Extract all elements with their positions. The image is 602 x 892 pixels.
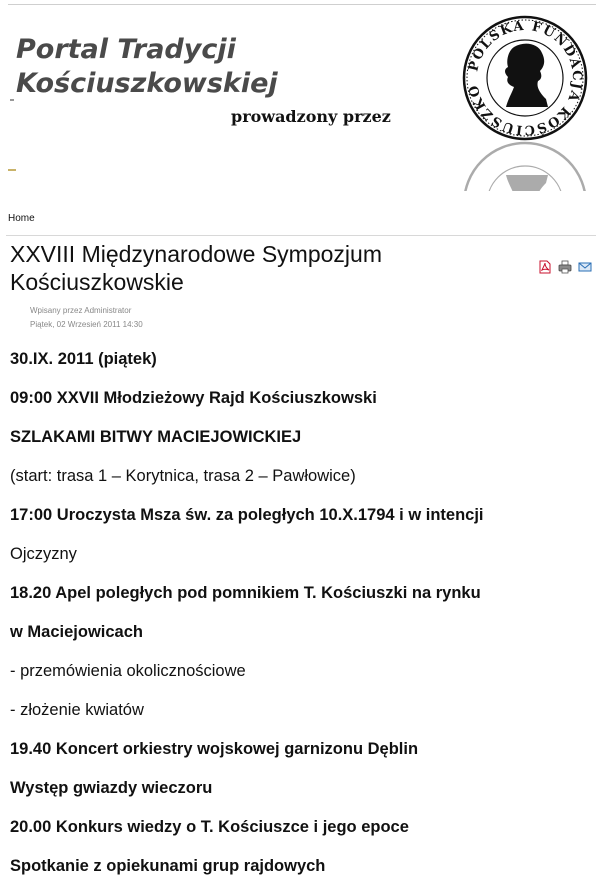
article-paragraph: 20.00 Konkurs wiedzy o T. Kościuszce i jego epoce [10, 818, 409, 836]
decor-mark [10, 99, 14, 101]
article-paragraph: 18.20 Apel poległych pod pomnikiem T. Kościuszki na rynku [10, 584, 481, 602]
site-title[interactable] [16, 33, 278, 101]
article-paragraph: 17:00 Uroczysta Msza św. za poległych 10.X.1794 i w intencji [10, 506, 484, 524]
article-tools [538, 260, 592, 274]
seal-reflection [462, 141, 588, 191]
article-paragraph: (start: trasa 1 – Korytnica, trasa 2 – Pawłowice) [10, 467, 356, 485]
article-paragraph: Spotkanie z opiekunami grup rajdowych [10, 857, 326, 875]
article-author: Wpisany przez Administrator [30, 306, 132, 315]
breadcrumb-home[interactable]: Home [8, 213, 35, 224]
article-body [10, 346, 590, 892]
article-paragraph: Występ gwiazdy wieczoru [10, 779, 213, 797]
seal-reflection-icon [462, 141, 588, 191]
site-title-line1: Portal Tradycji [16, 34, 236, 65]
pdf-icon[interactable] [538, 260, 552, 274]
breadcrumb-divider [6, 235, 596, 236]
article-paragraph: 30.IX. 2011 (piątek) [10, 350, 157, 368]
site-header [0, 5, 602, 205]
article-paragraph: Ojczyzny [10, 545, 77, 563]
article-paragraph: SZLAKAMI BITWY MACIEJOWICKIEJ [10, 428, 302, 446]
article-meta [30, 304, 143, 332]
article-paragraph: w Maciejowicach [10, 623, 143, 641]
article-title: XXVIII Międzynarodowe Sympozjum Kościuszkowskie [10, 241, 382, 295]
seal-text: POLSKA FUNDACJA KOŚCIUSZKO [466, 18, 585, 138]
article-date: Piątek, 02 Wrzesień 2011 14:30 [30, 320, 143, 329]
site-tagline: prowadzony przez [231, 107, 391, 126]
print-icon[interactable] [558, 260, 572, 274]
article-paragraph: - przemówienia okolicznościowe [10, 662, 246, 680]
article-paragraph: 09:00 XXVII Młodzieżowy Rajd Kościuszkowski [10, 389, 377, 407]
email-icon[interactable] [578, 260, 592, 274]
site-title-line2: Kościuszkowskiej [16, 68, 278, 99]
decor-mark-2 [8, 169, 16, 171]
foundation-seal-logo[interactable] [462, 15, 588, 141]
article-paragraph: - złożenie kwiatów [10, 701, 144, 719]
seal-icon [462, 15, 588, 141]
article-paragraph: 19.40 Koncert orkiestry wojskowej garnizonu Dęblin [10, 740, 419, 758]
